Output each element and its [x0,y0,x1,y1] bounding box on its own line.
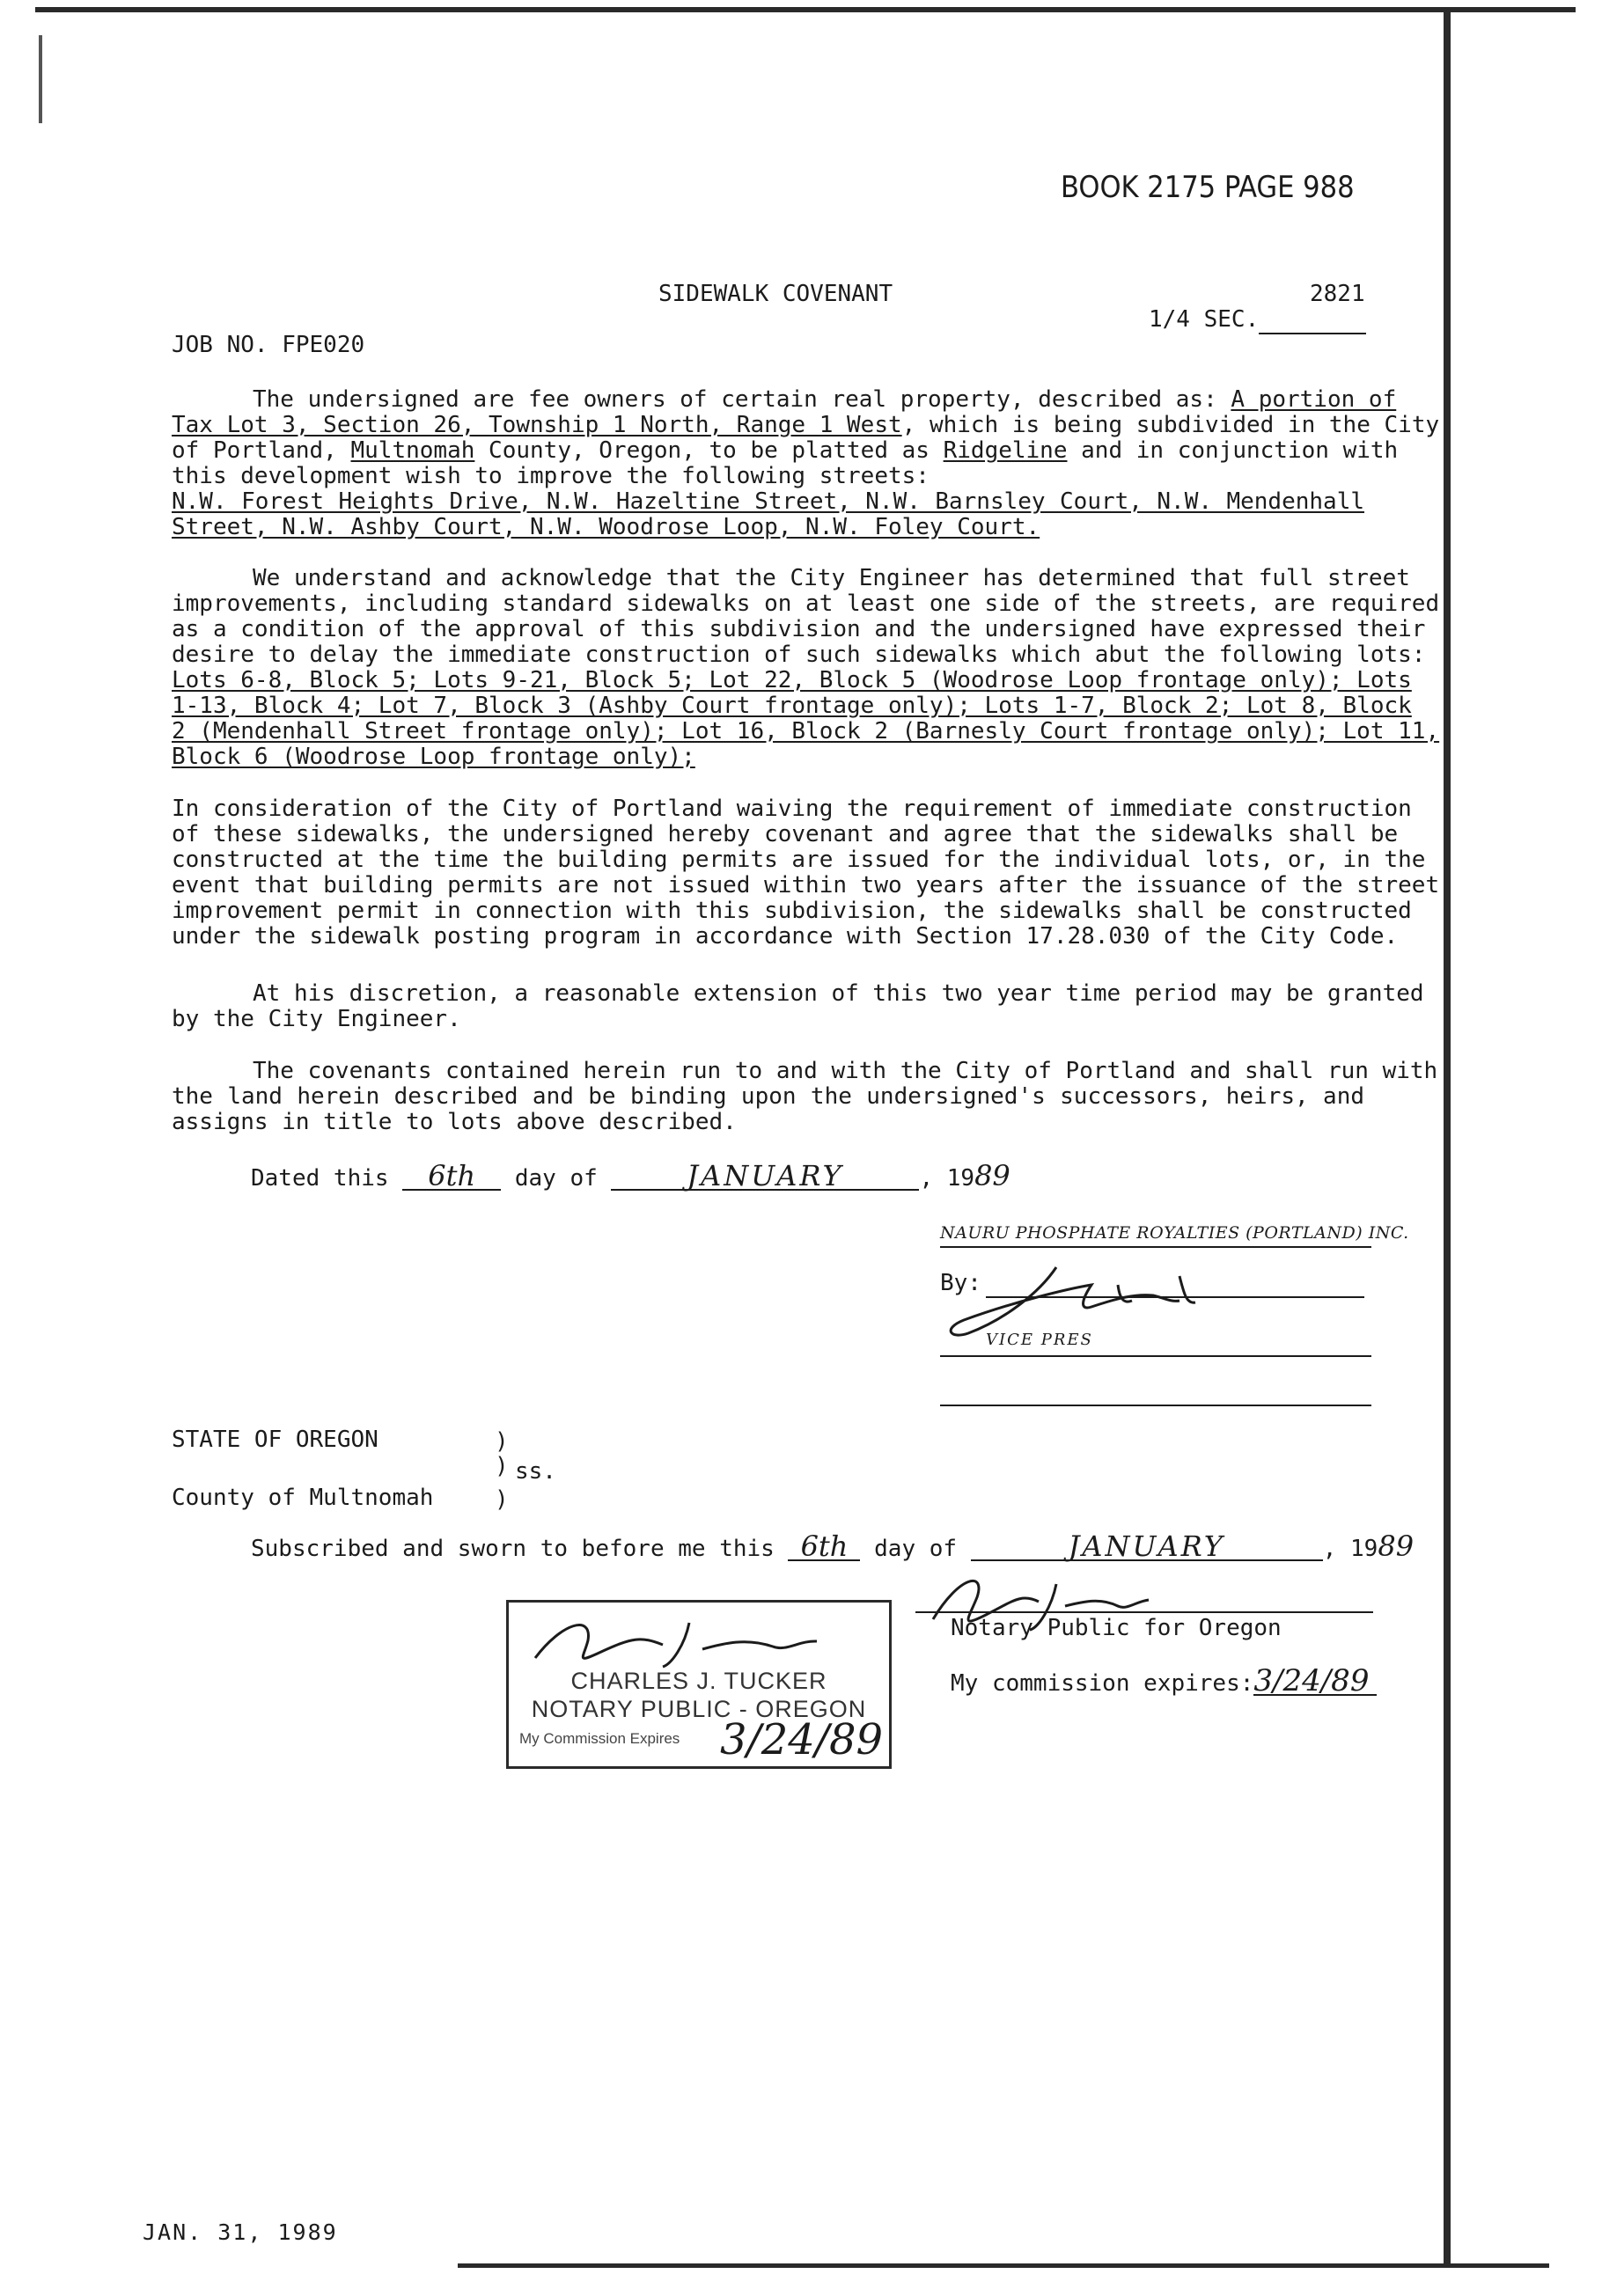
ss-label: ss. [515,1458,556,1485]
subscribed-month: JANUARY [971,1534,1323,1561]
para3-line: event that building permits are not issued within two years after the issuance of the street [172,872,1440,899]
dated-mid: day of [514,1165,598,1192]
commission-label: My commission expires: [951,1670,1254,1697]
para3-line: constructed at the time the building permits are issued for the individual lots, or, in the [172,847,1426,873]
notary-line [915,1611,1373,1613]
subscribed-prefix: Subscribed and sworn to before me this [251,1536,775,1562]
lots-list: 1-13, Block 4; Lot 7, Block 3 (Ashby Court frontage only); Lots 1-7, Block 2; Lot 8, Block [172,693,1412,719]
commission-line [951,1663,1377,1698]
lots-list: Block 6 (Woodrose Loop frontage only); [172,744,695,770]
scan-border-top [35,7,1576,12]
para3-line: under the sidewalk posting program in accordance with Section 17.28.030 of the City Code. [172,923,1399,950]
dated-year-suffix: 89 [974,1159,1010,1192]
covenant-paragraph [172,1058,1438,1135]
para1-underlined: A portion of [1231,386,1397,413]
book-page-reference: BOOK 2175 PAGE 988 [1061,170,1355,205]
notary-stamp [506,1600,892,1769]
acknowledgement-paragraph [172,565,1440,770]
stamp-expires-label: My Commission Expires [519,1730,680,1747]
lots-list: Lots 6-8, Block 5; Lots 9-21, Block 5; Lot 22, Block 5 (Woodrose Loop frontage only); Lots [172,667,1412,693]
document-title: SIDEWALK COVENANT [658,281,893,307]
officer-title: VICE PRES [986,1331,1093,1349]
para5-line: The covenants contained herein run to and with the City of Portland and shall run with [253,1058,1438,1084]
subscribed-day: 6th [788,1534,860,1561]
subscribed-line [251,1529,1415,1563]
subscribed-mid: day of [874,1536,958,1562]
para1-line: this development wish to improve the following streets: [172,463,930,489]
dated-prefix: Dated this [251,1165,389,1192]
stamp-signature [518,1610,870,1671]
stamp-notary-title: NOTARY PUBLIC - OREGON [531,1696,867,1722]
by-label: By: [940,1270,981,1296]
subscribed-year-suffix: 89 [1378,1529,1415,1563]
scan-border-left [39,35,42,123]
para5-line: the land herein described and be binding upon the undersigned's successors, heirs, and [172,1083,1364,1110]
scan-border-bottom [458,2263,1549,2268]
state-label: STATE OF OREGON [172,1427,378,1453]
dated-line [251,1159,1010,1192]
para1-text: and in conjunction with [1081,437,1399,464]
notary-label: Notary Public for Oregon [951,1615,1282,1641]
para2-line: improvements, including standard sidewalks on at least one side of the streets, are required [172,591,1440,617]
para3-line: of these sidewalks, the undersigned hereby covenant and agree that the sidewalks shall be [172,821,1399,847]
para1-text: of Portland, [172,437,337,464]
blank-line [940,1405,1371,1406]
quarter-section-blank [1259,307,1366,334]
bracket-3: ) [495,1486,509,1513]
para2-line: desire to delay the immediate construction of such sidewalks which abut the following lots: [172,642,1426,668]
para5-line: assigns in title to lots above described. [172,1109,737,1135]
para1-line [172,437,1399,464]
para1-line [172,386,1397,413]
property-description-paragraph [172,386,1440,540]
commission-date: 3/24/89 [1253,1669,1377,1696]
para2-line: We understand and acknowledge that the City Engineer has determined that full street [253,565,1410,591]
subscribed-year-prefix: , 19 [1322,1536,1378,1562]
dated-year-prefix: , 19 [919,1165,975,1192]
streets-list: N.W. Forest Heights Drive, N.W. Hazeltine Street, N.W. Barnsley Court, N.W. Mendenhall [172,488,1364,515]
stamp-notary-name: CHARLES J. TUCKER [570,1668,827,1694]
county-label: County of Multnomah [172,1485,434,1511]
scan-border-right [1444,12,1451,2265]
company-name: NAURU PHOSPHATE ROYALTIES (PORTLAND) INC. [940,1223,1409,1243]
title-line [940,1355,1371,1357]
para3-line: improvement permit in connection with this subdivision, the sidewalks shall be constructed [172,898,1412,924]
dated-month: JANUARY [611,1163,919,1191]
footer-date: JAN. 31, 1989 [143,2219,338,2245]
consideration-paragraph [172,796,1440,950]
plat-name: Ridgeline [943,437,1068,464]
county-name: Multnomah [350,437,475,464]
tax-lot-description: Tax Lot 3, Section 26, Township 1 North, Range 1 West [172,412,902,438]
extension-paragraph [172,980,1424,1032]
quarter-section-label: 1/4 SEC. [1149,306,1260,333]
company-line [940,1246,1371,1248]
para2-line: as a condition of the approval of this subdivision and the undersigned have expressed their [172,616,1426,642]
bracket-2: ) [495,1453,509,1479]
para4-line: by the City Engineer. [172,1006,461,1032]
bracket-1: ) [495,1428,509,1455]
document-code: 2821 [1310,281,1365,307]
para1-text: County, Oregon, to be platted as [489,437,930,464]
quarter-section [1149,307,1366,334]
lots-list: 2 (Mendenhall Street frontage only); Lot 16, Block 2 (Barnesly Court frontage only); Lot 11, [172,718,1440,745]
para4-line: At his discretion, a reasonable extension of this two year time period may be granted [253,980,1424,1007]
dated-day: 6th [402,1163,501,1191]
streets-list: Street, N.W. Ashby Court, N.W. Woodrose Loop, N.W. Foley Court. [172,514,1040,540]
para1-line [172,412,1440,438]
para1-text: , which is being subdivided in the City [901,412,1440,438]
stamp-expires-date: 3/24/89 [720,1715,884,1764]
para3-line: In consideration of the City of Portland waiving the requirement of immediate construction [172,796,1412,822]
job-number: JOB NO. FPE020 [172,332,365,358]
para1-text: The undersigned are fee owners of certain real property, described as: [253,386,1217,413]
